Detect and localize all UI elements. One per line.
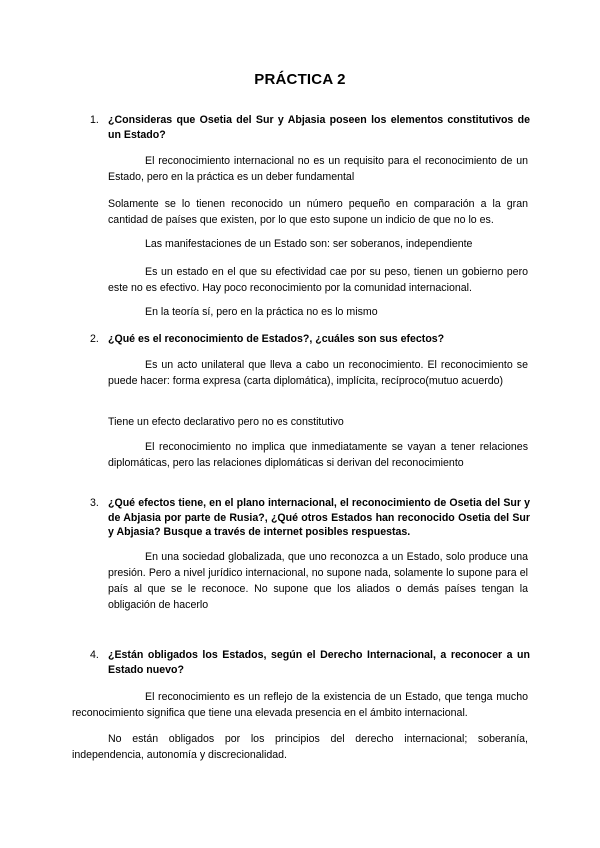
question-number: 4. xyxy=(90,649,99,661)
question-number: 3. xyxy=(90,497,99,509)
paragraph: En la teoría sí, pero en la práctica no es lo mismo xyxy=(145,306,378,318)
page-title: PRÁCTICA 2 xyxy=(254,71,346,88)
question-1 xyxy=(90,113,530,142)
paragraph: No están obligados por los principios del derecho internacional; soberanía, independencia, autonomía y discrecionalidad. xyxy=(72,733,528,761)
paragraph: Solamente se lo tienen reconocido un número pequeño en comparación a la gran cantidad de países que existen, por lo que esto supone un indicio de que no lo es. xyxy=(108,198,528,226)
paragraph: El reconocimiento no implica que inmediatamente se vayan a tener relaciones diplomáticas, pero las relaciones diplomáticas si derivan del reconocimiento xyxy=(108,441,528,469)
question-number: 1. xyxy=(90,114,99,126)
paragraph: Es un estado en el que su efectividad cae por su peso, tienen un gobierno pero este no es efectivo. Hay poco reconocimiento por la comunidad internacional. xyxy=(108,266,528,294)
question-text: ¿Qué efectos tiene, en el plano internacional, el reconocimiento de Osetia del Sur y de Abjasia por parte de Rusia?, ¿Qué otros Estados han reconocido Osetia del Sur y Abjasia? Busque a través de internet posibles respuestas. xyxy=(108,497,530,538)
paragraph: El reconocimiento es un reflejo de la existencia de un Estado, que tenga mucho reconocimiento significa que tiene una elevada presencia en el ámbito internacional. xyxy=(72,691,528,719)
question-text: ¿Consideras que Osetia del Sur y Abjasia poseen los elementos constitutivos de un Estado? xyxy=(108,114,530,141)
paragraph: El reconocimiento internacional no es un requisito para el reconocimiento de un Estado, pero en la práctica es un deber fundamental xyxy=(108,155,528,183)
question-2 xyxy=(90,332,530,347)
paragraph: Tiene un efecto declarativo pero no es constitutivo xyxy=(108,416,344,428)
question-number: 2. xyxy=(90,333,99,345)
paragraph: Es un acto unilateral que lleva a cabo un reconocimiento. El reconocimiento se puede hacer: forma expresa (carta diplomática), implícita, recíproco(mutuo acuerdo) xyxy=(108,359,528,387)
question-text: ¿Están obligados los Estados, según el Derecho Internacional, a reconocer a un Estado nuevo? xyxy=(108,649,530,676)
question-text: ¿Qué es el reconocimiento de Estados?, ¿cuáles son sus efectos? xyxy=(108,333,445,345)
paragraph: Las manifestaciones de un Estado son: ser soberanos, independiente xyxy=(145,238,473,250)
question-4 xyxy=(90,648,530,677)
question-3 xyxy=(90,496,530,540)
paragraph: En una sociedad globalizada, que uno reconozca a un Estado, solo produce una presión. Pero a nivel jurídico internacional, no supone nada, solamente lo supone para el país al que se le reconoce. No supone que los aliados o demás países tengan la obligación de hacerlo xyxy=(108,551,528,611)
